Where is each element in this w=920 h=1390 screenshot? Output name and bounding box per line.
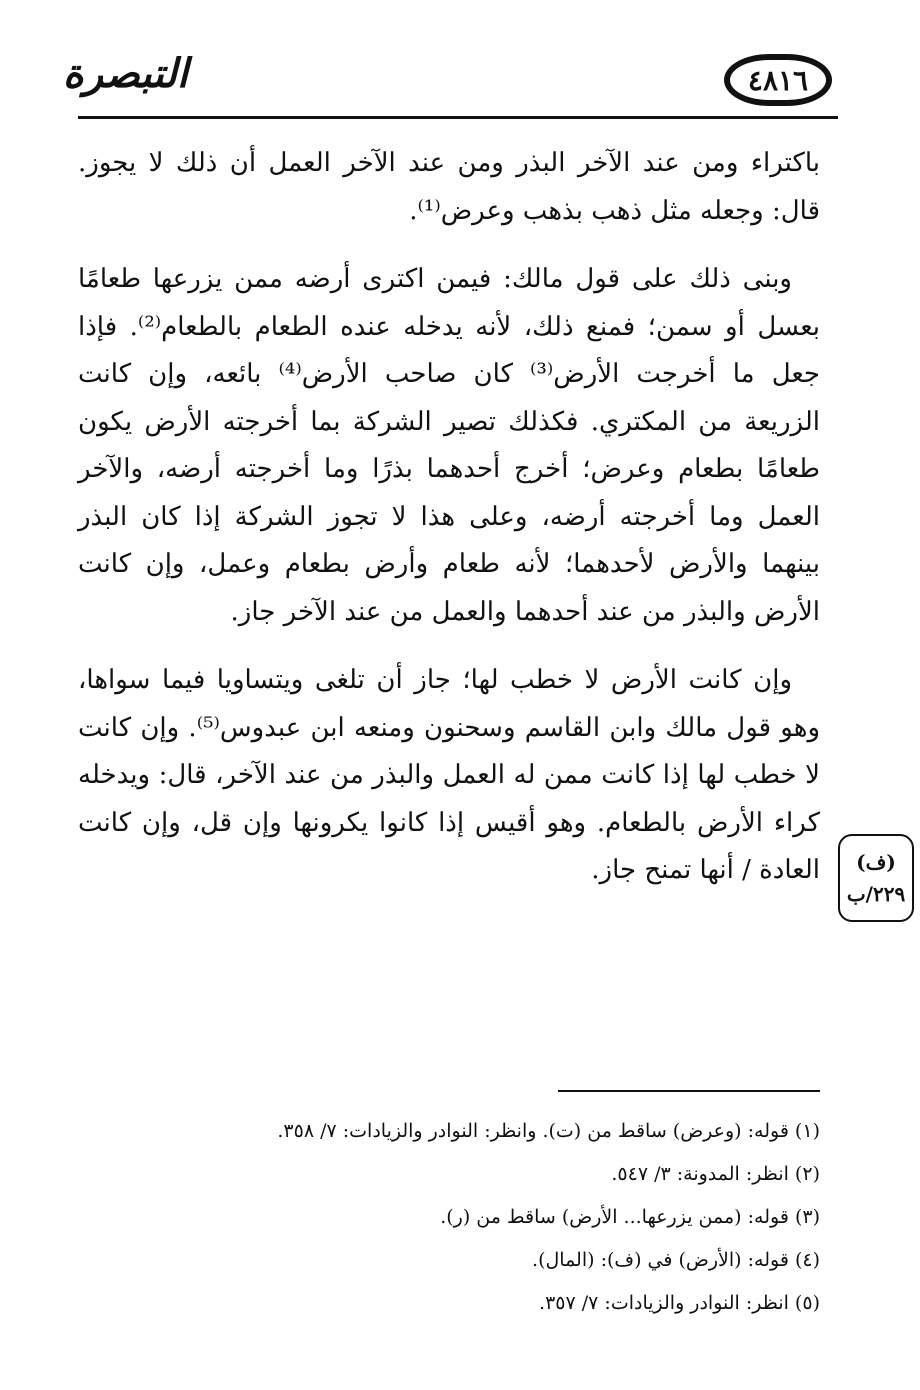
header-rule (78, 116, 838, 119)
page-header (62, 48, 838, 120)
manuscript-folio-note (838, 834, 914, 922)
book-title: التبصرة (62, 50, 188, 97)
paragraph-2: وبنى ذلك على قول مالك: فيمن اكترى أرضه ممن يزرعها طعامًا بعسل أو سمن؛ فمنع ذلك، لأنه يدخله عنده الطعام بالطعام⁽²⁾. فإذا جعل ما أخرجت الأرض⁽³⁾ كان صاحب الأرض⁽⁴⁾ بائعه، وإن كانت الزريعة من المكتري. فكذلك تصير الشركة بما أخرجته الأرض يكون طعامًا بطعام وعرض؛ أخرج أحدهما بذرًا وما أخرجته أرضه، والآخر العمل وما أخرجته أرضه، وعلى هذا لا تجوز الشركة إذا كان البذر بينهما والأرض لأحدهما؛ لأنه طعام وأرض بطعام وعمل، وإن كانت الأرض والبذر من عند أحدهما والعمل من عند الآخر جاز. (78, 264, 820, 627)
main-text (78, 140, 820, 916)
footnote-separator (558, 1090, 820, 1092)
paragraph-1: باكتراء ومن عند الآخر البذر ومن عند الآخر العمل أن ذلك لا يجوز. قال: وجعله مثل ذهب بذهب وعرض⁽¹⁾. (78, 148, 820, 226)
page-number: ٤٨١٦ (724, 54, 832, 106)
margin-note-siglum: (ف) (856, 850, 896, 874)
footnote-3: (٣) قوله: (ممن يزرعها... الأرض) ساقط من (ر). (440, 1206, 820, 1228)
footnotes (78, 1110, 820, 1325)
paragraph-3: وإن كانت الأرض لا خطب لها؛ جاز أن تلغى ويتساويا فيما سواها، وهو قول مالك وابن القاسم وسحنون ومنعه ابن عبدوس⁽⁵⁾. وإن كانت لا خطب لها إذا كانت ممن له العمل والبذر من عند الآخر، قال: ويدخله كراء الأرض بالطعام. وهو أقيس إذا كانوا يكرونها وإن قل، وإن كانت العادة / أنها تمنح جاز. (78, 665, 821, 885)
footnote-4: (٤) قوله: (الأرض) في (ف): (المال). (532, 1249, 820, 1271)
footnote-1: (١) قوله: (وعرض) ساقط من (ت). وانظر: النوادر والزيادات: ٧/ ٣٥٨. (277, 1120, 820, 1142)
footnote-5: (٥) انظر: النوادر والزيادات: ٧/ ٣٥٧. (539, 1292, 820, 1314)
footnote-2: (٢) انظر: المدونة: ٣/ ٥٤٧. (611, 1163, 820, 1185)
margin-note-folio: ٢٢٩/ب (846, 882, 906, 906)
